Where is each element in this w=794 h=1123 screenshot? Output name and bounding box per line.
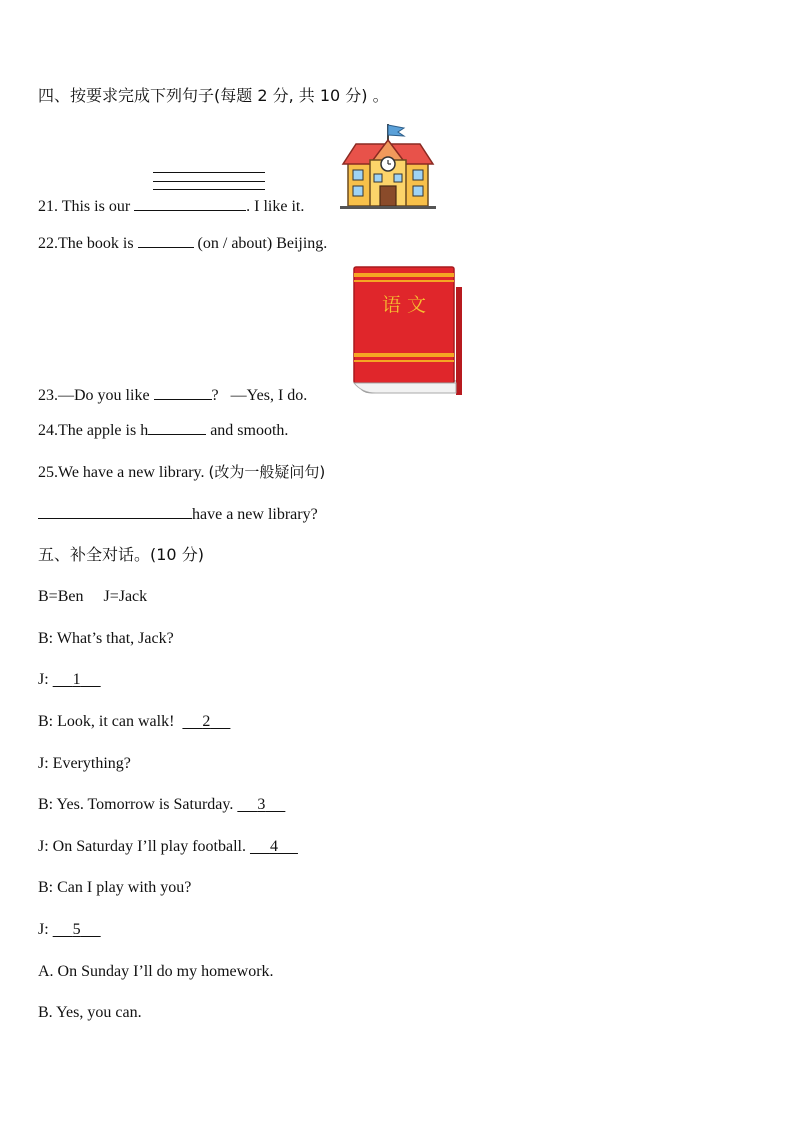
question-text-tail: (on / about) Beijing. — [197, 235, 328, 252]
question-23 — [38, 385, 307, 406]
section-4-heading: 四、按要求完成下列句子(每题 2 分, 共 10 分) 。 — [38, 86, 389, 105]
dialogue-text: On Saturday I’ll play football. — [52, 838, 246, 855]
answer-option-a: A. On Sunday I’ll do my homework. — [38, 963, 274, 980]
question-number: 22 — [38, 235, 54, 252]
dialogue-line — [38, 712, 230, 732]
question-25 — [38, 462, 325, 483]
answer-blank-25[interactable] — [38, 504, 192, 519]
answer-line-21a[interactable] — [153, 172, 265, 173]
speaker: B: — [38, 796, 54, 813]
answer-line-21c[interactable] — [153, 189, 265, 190]
speaker: J: — [38, 755, 49, 772]
question-text: .The book is — [54, 235, 134, 252]
dialogue-text: Can I play with you? — [57, 879, 192, 896]
answer-blank-21[interactable] — [134, 196, 246, 211]
question-25-answer — [38, 504, 318, 525]
dialogue-blank-4[interactable]: 4 — [269, 838, 278, 855]
dialogue-line — [38, 920, 101, 940]
question-instruction: (改为一般疑问句) — [208, 463, 326, 481]
question-text: .We have a new library. — [54, 464, 205, 481]
legend-ben: B=Ben — [38, 588, 84, 605]
question-reply: —Yes, I do. — [230, 387, 308, 404]
dialogue-line — [38, 629, 174, 649]
dialogue-line — [38, 754, 131, 774]
answer-option-b: B. Yes, you can. — [38, 1004, 142, 1021]
dialogue-line — [38, 878, 191, 898]
question-24 — [38, 420, 288, 441]
dialogue-line — [38, 795, 285, 815]
question-number: 21 — [38, 198, 54, 215]
question-number: 24 — [38, 422, 54, 439]
speaker-legend — [38, 587, 147, 607]
answer-tail: have a new library? — [192, 506, 318, 523]
question-22 — [38, 233, 327, 254]
dialogue-text: Everything? — [52, 755, 131, 772]
dialogue-blank-3[interactable]: 3 — [257, 796, 266, 813]
dialogue-line — [38, 670, 101, 690]
speaker: B: — [38, 713, 54, 730]
question-text: . This is our — [54, 198, 131, 215]
answer-blank-24[interactable] — [148, 420, 206, 435]
dialogue-text: What’s that, Jack? — [56, 630, 174, 647]
dialogue-text: Look, it can walk! — [57, 713, 175, 730]
speaker: J: — [38, 921, 49, 938]
question-text-tail: and smooth. — [210, 422, 289, 439]
legend-jack: J=Jack — [103, 588, 148, 605]
question-text: .—Do you like — [54, 387, 150, 404]
question-number: 25 — [38, 464, 54, 481]
book-cover-title: 语 文 — [381, 294, 427, 316]
answer-blank-23[interactable] — [154, 385, 212, 400]
dialogue-blank-5[interactable]: 5 — [72, 921, 81, 938]
question-number: 23 — [38, 387, 54, 404]
answer-line-21b[interactable] — [153, 181, 265, 182]
dialogue-text: Yes. Tomorrow is Saturday. — [56, 796, 234, 813]
question-text-tail: . I like it. — [246, 198, 305, 215]
speaker: B: — [38, 630, 54, 647]
school-building-icon — [340, 122, 436, 210]
question-mark: ? — [211, 387, 219, 404]
chinese-textbook-icon — [352, 265, 464, 399]
question-text: .The apple is h — [54, 422, 149, 439]
speaker: J: — [38, 838, 49, 855]
dialogue-line — [38, 837, 298, 857]
dialogue-blank-2[interactable]: 2 — [202, 713, 211, 730]
speaker: B: — [38, 879, 54, 896]
answer-blank-22[interactable] — [138, 233, 194, 248]
dialogue-blank-1[interactable]: 1 — [72, 671, 81, 688]
section-5-heading: 五、补全对话。(10 分) — [38, 545, 204, 564]
speaker: J: — [38, 671, 49, 688]
